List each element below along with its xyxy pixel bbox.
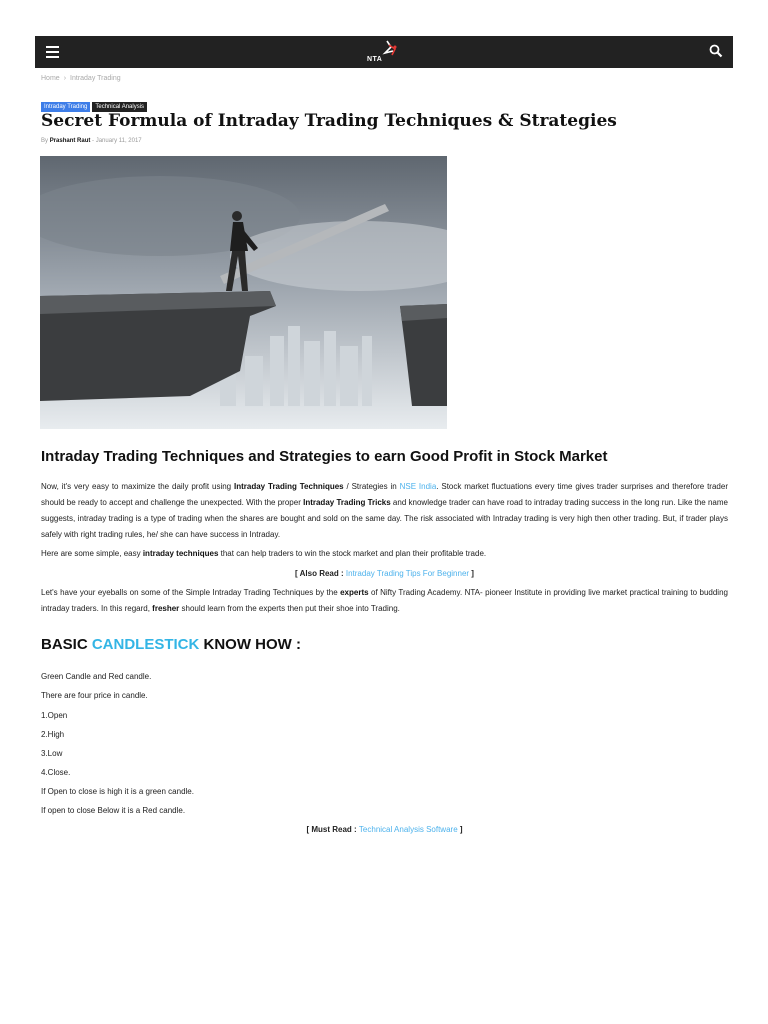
list-item: Green Candle and Red candle. xyxy=(41,672,152,681)
also-read-link[interactable]: Intraday Trading Tips For Beginner xyxy=(345,569,470,578)
list-item: 3.Low xyxy=(41,749,63,758)
text: and knowledge trader can have road to intraday trading success in the long run. Like the name suggests, intraday trading is a type of trading when the shares are bought and sold on the same day. The risk associated with Intraday trading is very high then other trading. But, if trader plays safely with right trading rules, he/ she can have success in Intraday. xyxy=(41,498,728,539)
text: that can help traders to win the stock market and plan their profitable trade. xyxy=(218,549,487,558)
text: KNOW HOW : xyxy=(199,636,301,653)
breadcrumb xyxy=(41,75,121,82)
bold-text: intraday techniques xyxy=(142,549,219,558)
list-item: 2.High xyxy=(41,730,65,739)
text: Let's have your eyeballs on some of the Simple Intraday Trading Techniques by the xyxy=(41,588,341,597)
search-icon[interactable] xyxy=(709,44,723,58)
top-navbar xyxy=(35,36,733,68)
must-read-link[interactable]: Technical Analysis Software xyxy=(358,825,458,834)
candlestick-heading xyxy=(41,636,301,653)
text: [ Must Read : xyxy=(306,825,359,834)
list-item: 4.Close. xyxy=(41,768,71,777)
menu-icon[interactable] xyxy=(46,46,59,58)
text: of Nifty Trading Academy. NTA- pioneer Institute in providing live market practical training to budding intraday traders. In this regard, xyxy=(41,588,728,613)
techniques-paragraph xyxy=(41,546,728,562)
also-read xyxy=(41,566,728,582)
tag-intraday-trading[interactable]: Intraday Trading xyxy=(41,102,90,112)
by-label: By xyxy=(41,138,49,144)
page-title: Secret Formula of Intraday Trading Techniques & Strategies xyxy=(41,111,617,131)
logo-text[interactable]: NTA xyxy=(367,56,383,63)
bold-text: Intraday Trading Tricks xyxy=(303,498,391,507)
list-item: There are four price in candle. xyxy=(41,691,148,700)
breadcrumb-current[interactable]: Intraday Trading xyxy=(70,75,121,82)
intro-paragraph xyxy=(41,479,728,543)
candlestick-accent: CANDLESTICK xyxy=(91,636,200,653)
text: should learn from the experts then put their shoe into Trading. xyxy=(179,604,400,613)
text: BASIC xyxy=(41,636,92,653)
text: ] xyxy=(469,569,474,578)
post-date: January 11, 2017 xyxy=(95,138,142,144)
section-heading: Intraday Trading Techniques and Strategies to earn Good Profit in Stock Market xyxy=(41,448,608,465)
nse-india-link[interactable]: NSE India xyxy=(399,482,437,491)
text: Now, it's very easy to maximize the daily profit using xyxy=(41,482,234,491)
breadcrumb-home[interactable]: Home xyxy=(41,75,60,82)
post-meta xyxy=(41,138,142,144)
text: Here are some simple, easy xyxy=(41,549,143,558)
text: . Stock market fluctuations every time gives trader surprises and therefore trader should be ready to accept and challenge the unexpected. With the proper xyxy=(41,482,728,507)
text: / Strategies in xyxy=(343,482,400,491)
list-item: If open to close Below it is a Red candle. xyxy=(41,806,186,815)
tag-technical-analysis[interactable]: Technical Analysis xyxy=(92,102,147,112)
list-item: 1.Open xyxy=(41,711,68,720)
bold-text: Intraday Trading Techniques xyxy=(234,482,344,491)
text: ] xyxy=(457,825,463,834)
must-read xyxy=(41,822,728,838)
eyeballs-paragraph xyxy=(41,585,728,617)
author-link[interactable]: Prashant Raut xyxy=(49,138,91,144)
breadcrumb-separator: › xyxy=(63,75,67,82)
meta-separator: - xyxy=(92,138,96,144)
bold-text: experts xyxy=(340,588,369,597)
hero-image xyxy=(40,156,447,429)
text: [ Also Read : xyxy=(295,569,346,578)
bold-text: fresher xyxy=(152,604,180,613)
list-item: If Open to close is high it is a green candle. xyxy=(41,787,194,796)
